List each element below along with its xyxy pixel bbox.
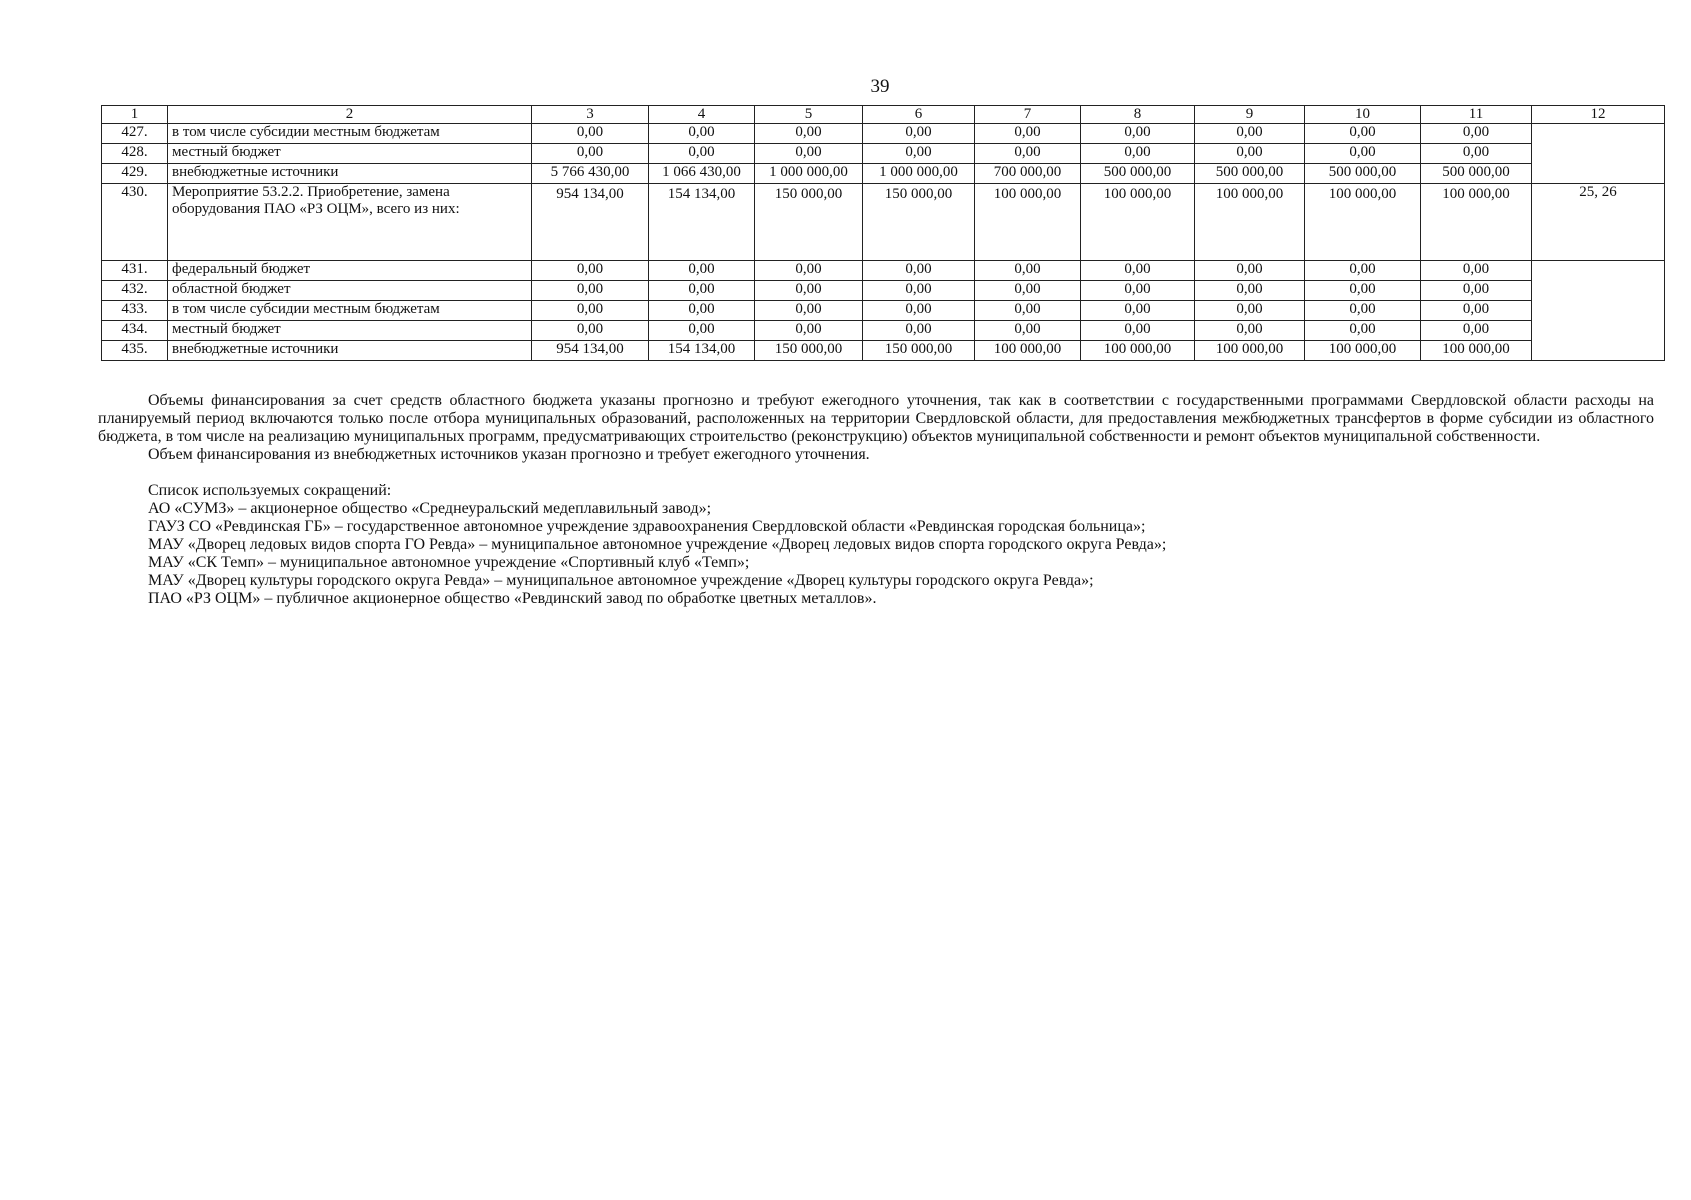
value-cell: 0,00 [1421, 124, 1532, 144]
value-cell: 500 000,00 [1195, 164, 1305, 184]
value-cell: 0,00 [532, 124, 649, 144]
table-row [102, 261, 1665, 281]
value-cell: 0,00 [755, 261, 863, 281]
header-cell: 4 [649, 106, 755, 124]
value-cell: 0,00 [1081, 261, 1195, 281]
table-row [102, 184, 1665, 261]
value-cell: 0,00 [975, 144, 1081, 164]
note-paragraph-extrabudgetary: Объем финансирования из внебюджетных источников указан прогнозно и требует ежегодного уточнения. [148, 446, 870, 463]
value-cell: 100 000,00 [975, 341, 1081, 361]
abbreviation-item: ГАУЗ СО «Ревдинская ГБ» – государственное автономное учреждение здравоохранения Свердловской области «Ревдинская городская больница»; [148, 518, 1146, 535]
target-indicators-cell: 25, 26 [1532, 184, 1665, 261]
value-cell: 100 000,00 [1305, 341, 1421, 361]
value-cell: 0,00 [863, 261, 975, 281]
row-number: 431. [102, 261, 168, 281]
row-name: областной бюджет [168, 281, 532, 301]
value-cell: 100 000,00 [1195, 184, 1305, 261]
value-cell: 0,00 [863, 144, 975, 164]
value-cell: 0,00 [1421, 281, 1532, 301]
value-cell: 0,00 [532, 301, 649, 321]
target-cell-empty [1532, 124, 1665, 184]
abbreviation-item: МАУ «Дворец ледовых видов спорта ГО Ревда» – муниципальное автономное учреждение «Дворец ледовых видов спорта городского округа Ревда»; [148, 536, 1167, 553]
header-cell: 10 [1305, 106, 1421, 124]
value-cell: 0,00 [863, 124, 975, 144]
value-cell: 0,00 [975, 261, 1081, 281]
value-cell: 0,00 [649, 144, 755, 164]
abbreviation-item: МАУ «Дворец культуры городского округа Ревда» – муниципальное автономное учреждение «Дворец культуры городского округа Ревда»; [148, 572, 1094, 589]
row-number: 427. [102, 124, 168, 144]
value-cell: 0,00 [532, 261, 649, 281]
value-cell: 0,00 [1081, 124, 1195, 144]
value-cell: 0,00 [975, 124, 1081, 144]
value-cell: 0,00 [755, 301, 863, 321]
table-row [102, 301, 1665, 321]
row-name: местный бюджет [168, 321, 532, 341]
value-cell: 0,00 [1421, 144, 1532, 164]
header-cell: 7 [975, 106, 1081, 124]
value-cell: 0,00 [532, 144, 649, 164]
header-cell: 6 [863, 106, 975, 124]
value-cell: 0,00 [863, 321, 975, 341]
row-number: 435. [102, 341, 168, 361]
value-cell: 0,00 [532, 281, 649, 301]
value-cell: 0,00 [1195, 301, 1305, 321]
value-cell: 954 134,00 [532, 184, 649, 261]
value-cell: 154 134,00 [649, 341, 755, 361]
row-number: 433. [102, 301, 168, 321]
table-row [102, 124, 1665, 144]
value-cell: 0,00 [1195, 261, 1305, 281]
header-cell: 8 [1081, 106, 1195, 124]
value-cell: 0,00 [1305, 124, 1421, 144]
value-cell: 0,00 [1421, 321, 1532, 341]
value-cell: 0,00 [1195, 124, 1305, 144]
value-cell: 0,00 [1081, 321, 1195, 341]
value-cell: 150 000,00 [755, 184, 863, 261]
row-number: 434. [102, 321, 168, 341]
value-cell: 0,00 [1081, 281, 1195, 301]
value-cell: 0,00 [649, 281, 755, 301]
value-cell: 0,00 [649, 124, 755, 144]
note-paragraph-regional-budget: Объемы финансирования за счет средств областного бюджета указаны прогнозно и требуют ежегодного уточнения, так как в соответствии с государственными программами Свердловской области расходы на планируемый период включаются только после отбора муниципальных образований, расположенных на территории Свердловской области, для предоставления межбюджетных трансфертов в форме субсидии из областного бюджета, в том числе на реализацию муниципальных программ, предусматривающих строительство (реконструкцию) объектов муниципальной собственности и ремонт объектов муниципальной собственности. [98, 392, 1654, 445]
table-body [102, 106, 1665, 361]
table-row [102, 321, 1665, 341]
abbreviation-item: МАУ «СК Темп» – муниципальное автономное учреждение «Спортивный клуб «Темп»; [148, 554, 750, 571]
financing-table [101, 105, 1665, 361]
page-number: 39 [870, 76, 890, 97]
header-cell: 2 [168, 106, 532, 124]
value-cell: 100 000,00 [975, 184, 1081, 261]
abbreviation-item: ПАО «РЗ ОЦМ» – публичное акционерное общество «Ревдинский завод по обработке цветных металлов». [148, 590, 877, 607]
table-row [102, 341, 1665, 361]
row-name: внебюджетные источники [168, 164, 532, 184]
value-cell: 0,00 [863, 281, 975, 301]
value-cell: 1 066 430,00 [649, 164, 755, 184]
value-cell: 0,00 [1421, 261, 1532, 281]
value-cell: 0,00 [1081, 144, 1195, 164]
table-row [102, 164, 1665, 184]
value-cell: 150 000,00 [755, 341, 863, 361]
value-cell: 1 000 000,00 [863, 164, 975, 184]
value-cell: 700 000,00 [975, 164, 1081, 184]
value-cell: 154 134,00 [649, 184, 755, 261]
row-number: 432. [102, 281, 168, 301]
value-cell: 0,00 [1305, 321, 1421, 341]
row-number: 430. [102, 184, 168, 261]
value-cell: 5 766 430,00 [532, 164, 649, 184]
value-cell: 0,00 [1305, 281, 1421, 301]
value-cell: 100 000,00 [1421, 184, 1532, 261]
value-cell: 1 000 000,00 [755, 164, 863, 184]
value-cell: 0,00 [755, 281, 863, 301]
value-cell: 100 000,00 [1305, 184, 1421, 261]
row-name: внебюджетные источники [168, 341, 532, 361]
header-cell: 12 [1532, 106, 1665, 124]
abbreviations-list [98, 482, 1654, 608]
value-cell: 0,00 [1081, 301, 1195, 321]
value-cell: 0,00 [755, 321, 863, 341]
header-cell: 11 [1421, 106, 1532, 124]
value-cell: 0,00 [975, 321, 1081, 341]
value-cell: 150 000,00 [863, 341, 975, 361]
value-cell: 954 134,00 [532, 341, 649, 361]
value-cell: 0,00 [649, 301, 755, 321]
value-cell: 0,00 [1305, 144, 1421, 164]
value-cell: 0,00 [975, 281, 1081, 301]
header-cell: 5 [755, 106, 863, 124]
abbreviation-item: АО «СУМЗ» – акционерное общество «Среднеуральский медеплавильный завод»; [148, 500, 712, 517]
value-cell: 500 000,00 [1421, 164, 1532, 184]
value-cell: 100 000,00 [1081, 341, 1195, 361]
value-cell: 0,00 [755, 124, 863, 144]
value-cell: 100 000,00 [1195, 341, 1305, 361]
table-header-row [102, 106, 1665, 124]
value-cell: 500 000,00 [1305, 164, 1421, 184]
value-cell: 0,00 [649, 261, 755, 281]
header-cell: 1 [102, 106, 168, 124]
value-cell: 0,00 [1305, 261, 1421, 281]
row-name: в том числе субсидии местным бюджетам [168, 301, 532, 321]
value-cell: 0,00 [1305, 301, 1421, 321]
row-number: 429. [102, 164, 168, 184]
value-cell: 150 000,00 [863, 184, 975, 261]
value-cell: 0,00 [1195, 144, 1305, 164]
value-cell: 0,00 [975, 301, 1081, 321]
value-cell: 0,00 [755, 144, 863, 164]
value-cell: 0,00 [1421, 301, 1532, 321]
table-row [102, 144, 1665, 164]
header-cell: 3 [532, 106, 649, 124]
row-name: Мероприятие 53.2.2. Приобретение, замена оборудования ПАО «РЗ ОЦМ», всего из них: [168, 184, 532, 261]
value-cell: 0,00 [863, 301, 975, 321]
value-cell: 0,00 [532, 321, 649, 341]
table-row [102, 281, 1665, 301]
row-name: федеральный бюджет [168, 261, 532, 281]
value-cell: 0,00 [649, 321, 755, 341]
abbreviations-title: Список используемых сокращений: [148, 482, 392, 499]
value-cell: 100 000,00 [1421, 341, 1532, 361]
value-cell: 500 000,00 [1081, 164, 1195, 184]
row-name: в том числе субсидии местным бюджетам [168, 124, 532, 144]
value-cell: 0,00 [1195, 281, 1305, 301]
row-name: местный бюджет [168, 144, 532, 164]
value-cell: 100 000,00 [1081, 184, 1195, 261]
row-number: 428. [102, 144, 168, 164]
value-cell: 0,00 [1195, 321, 1305, 341]
header-cell: 9 [1195, 106, 1305, 124]
notes-section [98, 392, 1654, 608]
target-cell-empty [1532, 261, 1665, 361]
